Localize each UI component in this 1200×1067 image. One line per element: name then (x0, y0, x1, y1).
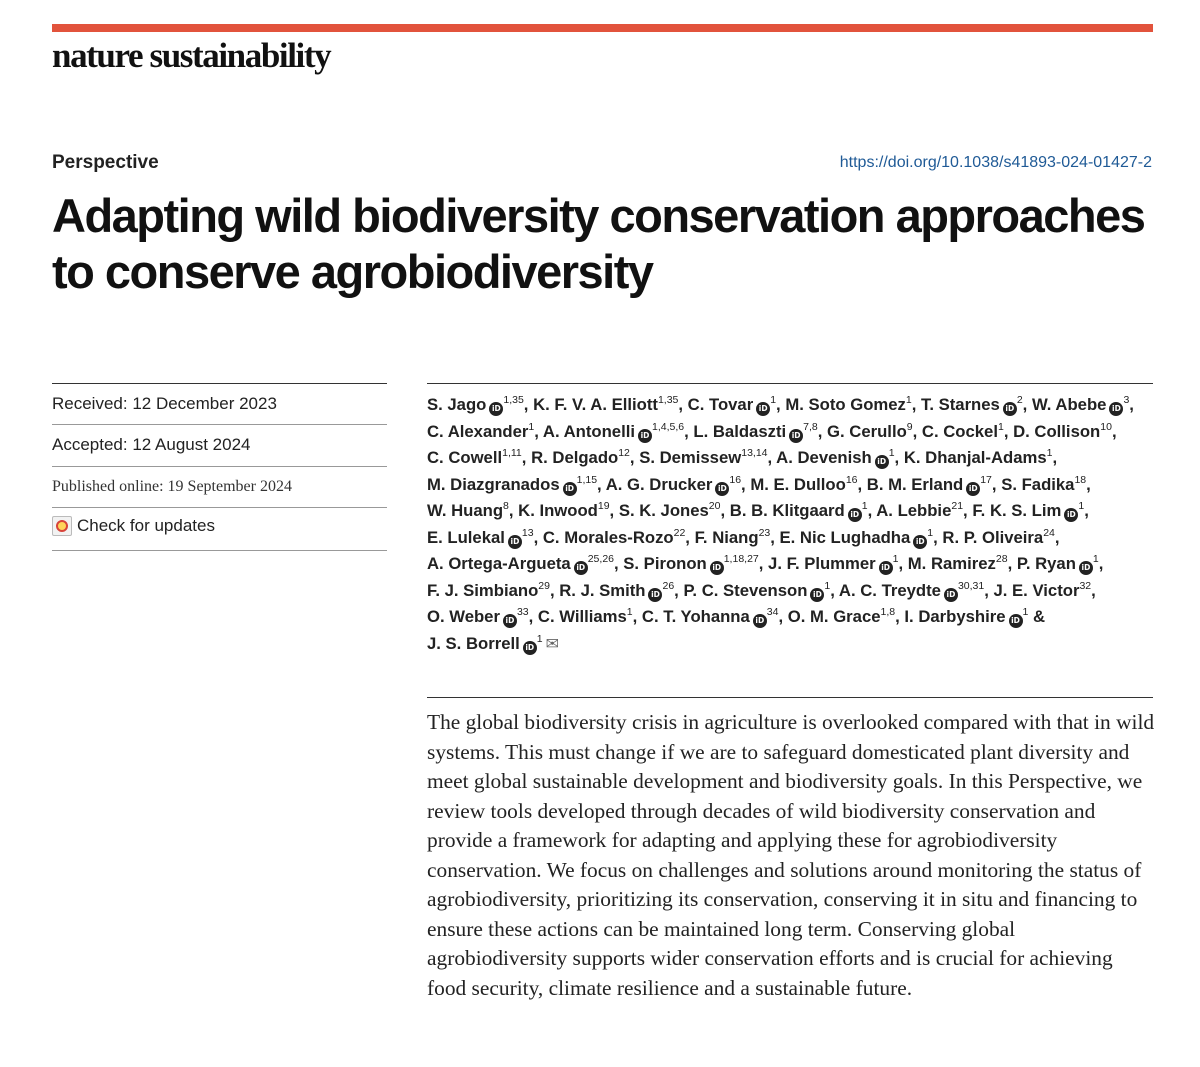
author-name[interactable]: M. Ramirez (907, 554, 996, 573)
author-affiliation: 1,18,27 (723, 553, 759, 565)
author-name[interactable]: K. Inwood (518, 501, 598, 520)
author-affiliation: 8 (503, 500, 509, 512)
author-name[interactable]: J. F. Plummer (768, 554, 876, 573)
author-affiliation: 16 (845, 473, 858, 486)
author-affiliation: 1,35 (503, 394, 524, 406)
email-icon[interactable]: ✉ (545, 635, 559, 653)
author-name[interactable]: A. G. Drucker (605, 474, 713, 494)
orcid-icon[interactable]: iD (523, 641, 537, 655)
author-affiliation: 9 (906, 420, 913, 433)
author-name[interactable]: A. Lebbie (876, 501, 952, 520)
orcid-icon[interactable]: iD (1064, 508, 1078, 522)
orcid-icon[interactable]: iD (563, 482, 577, 496)
author-affiliation: 1 (888, 447, 895, 459)
author-name[interactable]: F. Niang (694, 527, 759, 547)
orcid-icon[interactable]: iD (966, 482, 980, 496)
author-name[interactable]: K. Dhanjal-Adams (903, 448, 1047, 467)
doi-link[interactable]: https://doi.org/10.1038/s41893-024-01427-2 (839, 154, 1152, 171)
author (994, 581, 1092, 600)
author (518, 501, 609, 520)
author-name[interactable]: O. Weber (427, 607, 500, 626)
journal-accent-bar (52, 24, 1153, 32)
author-affiliation: 20 (708, 500, 721, 512)
author-name[interactable]: P. C. Stevenson (683, 580, 808, 600)
author-name[interactable]: S. Fadika (1001, 474, 1075, 494)
author (908, 554, 1008, 573)
author-name[interactable]: C. Morales-Rozo (542, 527, 674, 547)
meta-divider (52, 466, 387, 467)
orcid-icon[interactable]: iD (508, 535, 522, 549)
author-affiliation: 23 (758, 526, 771, 539)
author-name[interactable]: W. Huang (427, 501, 504, 520)
author-name[interactable]: W. Abebe (1031, 395, 1107, 414)
author (1013, 422, 1112, 441)
author-name[interactable]: G. Cerullo (827, 421, 907, 441)
author-name[interactable]: M. Diazgranados (427, 474, 560, 494)
check-updates-label: Check for updates (77, 516, 215, 535)
author-affiliation: 21 (951, 500, 964, 512)
author-affiliation: 1 (905, 394, 912, 406)
author-affiliation: 1 (1078, 500, 1085, 512)
author (750, 475, 857, 494)
article-type: Perspective (52, 152, 159, 173)
author-name[interactable]: A. Antonelli (542, 421, 635, 441)
author-affiliation: 1 (536, 632, 543, 645)
article-title: Adapting wild biodiversity conservation approaches to conserve agrobiodiversity (52, 189, 1145, 298)
author-affiliation: 1,35 (657, 394, 679, 406)
author-affiliation: 1 (528, 420, 535, 433)
orcid-icon[interactable]: iD (503, 614, 517, 628)
author-affiliation: 1 (927, 526, 934, 539)
author-name[interactable]: S. Pironon (623, 554, 707, 573)
author-name[interactable]: L. Baldaszti (693, 421, 787, 441)
author-affiliation: 19 (597, 500, 610, 512)
author (839, 581, 984, 600)
author-name[interactable]: A. C. Treydte (838, 580, 941, 600)
author (543, 422, 684, 441)
author (427, 581, 550, 600)
author (427, 607, 529, 626)
author-name[interactable]: I. Darbyshire (904, 607, 1006, 626)
author-name[interactable]: S. K. Jones (618, 501, 709, 520)
author (427, 634, 559, 653)
author-affiliation: 13,14 (741, 447, 768, 459)
author (827, 422, 913, 441)
author-name[interactable]: E. Nic Lughadha (779, 527, 911, 547)
author-affiliation: 33 (516, 606, 529, 618)
author-name[interactable]: C. T. Yohanna (641, 607, 750, 626)
author (904, 448, 1053, 467)
abstract-top-divider (427, 697, 1153, 698)
author (559, 581, 674, 600)
author-affiliation: 29 (538, 579, 550, 592)
orcid-icon[interactable]: iD (913, 535, 927, 549)
author-affiliation: 1,8 (880, 606, 896, 618)
orcid-icon[interactable]: iD (875, 455, 889, 469)
author-name[interactable]: F. J. Simbiano (427, 580, 539, 600)
author-list: S. Jago iD$^{1,35}$, K. F. V. A. Elliott$^{1,35}$, C. Tovar $iD^1$, M. Soto Gomez$^1$, T. Starnes $iD^2$, W. Abebe $iD^3$, C. Alexander$^1$, A. Antonelli iD$^{1,4,5,6}$, L. Baldaszti iD$^{7,8}$, G. Cerullo$^9$, C. Cockel$^1$, D. Collison$^{10}$, C. Cowell$^{1,11}$, R. Delgado$^{12}$, S. Demissew$^{13,14}$, A. Devenish $iD^1$, K. Dhanjal-Adams$^1$, M. Diazgranados iD$^{1,15}$, A. G. Drucker $iD^{16}$, M. E. Dulloo$^{16}$, B. M. Erland $iD^{17}$, S. Fadika$^{18}$, W. Huang$^8$, K. Inwood$^{19}$, S. K. Jones$^{20}$, B. B. Klitgaard $iD^1$, A. Lebbie$^{21}$, F. K. S. Lim $iD^1$, E. Lulekal $iD^{13}$, C. Morales-Rozo$^{22}$, F. Niang$^{23}$, E. Nic Lughadha $iD^1$, R. P. Oliveira$^{24}$, A. Ortega-Argueta iD$^{25,26}$, S. Pironon iD$^{1,18,27}$, J. F. Plummer $iD^1$, M. Ramirez$^{28}$, P. Ryan $iD^1$, F. J. Simbiano$^{29}$, R. J. Smith $iD^{26}$, P. C. Stevenson $iD^1$, A. C. Treydte iD$^{30,31}$, J. E. Victor$^{32}$, O. Weber $iD^{33}$, C. Williams$^1$, C. T. Yohanna $iD^{34}$, O. M. Grace$^{1,8}$, I. Darbyshire $iD^1$ & J. S. Borrell $iD^1$ ✉ (427, 392, 1153, 658)
author-affiliation: 13 (521, 526, 534, 539)
received-date: Received: 12 December 2023 (52, 394, 277, 413)
meta-divider (52, 507, 387, 508)
author-affiliation: 1 (626, 606, 633, 618)
journal-name: nature sustainability (52, 36, 331, 75)
author-name[interactable]: B. M. Erland (866, 474, 964, 494)
author (688, 395, 776, 414)
author (531, 448, 630, 467)
author (639, 448, 767, 467)
orcid-icon[interactable]: iD (848, 508, 862, 522)
orcid-icon[interactable]: iD (574, 561, 588, 575)
orcid-icon[interactable]: iD (810, 588, 824, 602)
author (427, 448, 522, 467)
author (1032, 395, 1129, 414)
orcid-icon[interactable]: iD (753, 614, 767, 628)
author-affiliation: 1,11 (502, 447, 522, 459)
author-affiliation: 1 (824, 579, 831, 592)
author (1001, 475, 1086, 494)
author (904, 607, 1028, 626)
orcid-icon[interactable]: iD (756, 402, 770, 416)
author-affiliation: 30,31 (957, 579, 985, 592)
author-name[interactable]: C. Cockel (921, 421, 998, 441)
author-affiliation: 12 (618, 447, 630, 459)
author-affiliation: 3 (1123, 394, 1130, 406)
author-affiliation: 10 (1100, 420, 1112, 433)
author-name[interactable]: R. P. Oliveira (942, 527, 1044, 547)
author (776, 448, 894, 467)
author-name[interactable]: C. Alexander (427, 421, 529, 441)
author-name[interactable]: A. Devenish (776, 448, 872, 467)
author-name[interactable]: M. E. Dulloo (750, 474, 846, 494)
author (788, 607, 895, 626)
author (427, 475, 597, 494)
author (427, 422, 534, 441)
author-name[interactable]: D. Collison (1013, 421, 1101, 441)
author-name[interactable]: E. Lulekal (427, 527, 505, 547)
author-name[interactable]: O. M. Grace (787, 607, 881, 626)
orcid-icon[interactable]: iD (715, 482, 729, 496)
authors-top-divider (427, 383, 1153, 384)
author (785, 395, 911, 414)
author (972, 501, 1084, 520)
author-name[interactable]: B. B. Klitgaard (729, 501, 845, 520)
author (942, 528, 1055, 547)
orcid-icon[interactable]: iD (638, 429, 652, 443)
author-affiliation: 22 (673, 526, 686, 539)
author (619, 501, 721, 520)
author (427, 554, 614, 573)
author-affiliation: 1,15 (576, 473, 598, 486)
author-name[interactable]: S. Jago (427, 395, 487, 414)
author (543, 528, 685, 547)
author-affiliation: 1 (1092, 553, 1099, 565)
author (427, 528, 534, 547)
author-name[interactable]: R. Delgado (531, 448, 619, 467)
author-affiliation: 2 (1016, 394, 1023, 406)
author-affiliation: 18 (1074, 473, 1087, 486)
author-affiliation: 7,8 (803, 420, 818, 433)
author-affiliation: 1 (1022, 606, 1029, 618)
author-affiliation: 26 (662, 579, 675, 592)
author (533, 395, 678, 414)
author-affiliation: 32 (1079, 579, 1092, 592)
author-affiliation: 1 (997, 420, 1004, 433)
author-name[interactable]: K. F. V. A. Elliott (533, 395, 658, 414)
author-affiliation: 1 (770, 394, 777, 406)
orcid-icon[interactable]: iD (710, 561, 724, 575)
author-name[interactable]: C. Tovar (687, 395, 754, 414)
orcid-icon[interactable]: iD (648, 588, 662, 602)
orcid-icon[interactable]: iD (789, 429, 803, 443)
author-affiliation: 28 (995, 553, 1008, 565)
author-name[interactable]: P. Ryan (1016, 554, 1076, 573)
author (768, 554, 898, 573)
author-affiliation: 34 (766, 606, 779, 618)
orcid-icon[interactable]: iD (1079, 561, 1093, 575)
author (1017, 554, 1099, 573)
author (427, 395, 524, 414)
author-affiliation: 1 (861, 500, 868, 512)
abstract: The global biodiversity crisis in agriculture is overlooked compared with that in wild systems. This must change if we are to safeguard domesticated plant diversity and meet global sustainable development and biodiversity goals. In this Perspective, we review tools developed through decades of wild biodiversity conservation and provide a framework for adapting and applying these for agrobiodiversity conservation. We focus on challenges and solutions around monitoring the status of agrobiodiversity, prioritizing its conservation, conserving it in situ and financing to ensure these actions can be maintained long term. Conserving global agrobiodiversity supports wider conservation efforts and is crucial for achieving food security, climate resilience and a sustainable future. (427, 710, 1155, 1000)
author-affiliation: 16 (729, 473, 742, 486)
author-affiliation: 17 (980, 473, 992, 486)
author (867, 475, 992, 494)
author (693, 422, 817, 441)
author (427, 501, 509, 520)
orcid-icon[interactable]: iD (944, 588, 958, 602)
author-name[interactable]: J. S. Borrell (427, 633, 520, 653)
author-name[interactable]: S. Demissew (639, 448, 742, 467)
meta-divider (52, 424, 387, 425)
published-date: Published online: 19 September 2024 (52, 478, 292, 495)
orcid-icon[interactable]: iD (879, 561, 893, 575)
author (780, 528, 934, 547)
author (922, 422, 1004, 441)
author-affiliation: 1,4,5,6 (652, 420, 685, 433)
author-affiliation: 24 (1043, 526, 1055, 539)
accepted-date: Accepted: 12 August 2024 (52, 435, 251, 454)
author-name[interactable]: T. Starnes (920, 395, 1000, 414)
author-name[interactable]: C. Cowell (427, 448, 503, 467)
author (730, 501, 868, 520)
author (876, 501, 963, 520)
author (921, 395, 1023, 414)
author-affiliation: 1 (892, 553, 899, 565)
orcid-icon[interactable]: iD (489, 402, 503, 416)
meta-bottom-divider (52, 550, 387, 551)
author-name[interactable]: F. K. S. Lim (972, 501, 1062, 520)
author (623, 554, 758, 573)
author (642, 607, 779, 626)
check-updates-button[interactable] (52, 516, 215, 536)
orcid-icon[interactable]: iD (1003, 402, 1017, 416)
author-affiliation: 25,26 (587, 553, 614, 565)
orcid-icon[interactable]: iD (1009, 614, 1023, 628)
author (538, 607, 633, 626)
author (606, 475, 741, 494)
author (695, 528, 771, 547)
author-name[interactable]: J. E. Victor (993, 580, 1080, 600)
author-affiliation: 1 (1046, 447, 1053, 459)
crossmark-icon (52, 516, 72, 536)
author (683, 581, 830, 600)
orcid-icon[interactable]: iD (1109, 402, 1123, 416)
meta-top-divider (52, 383, 387, 384)
author-name[interactable]: M. Soto Gomez (785, 395, 906, 414)
author-name[interactable]: C. Williams (537, 607, 627, 626)
author-name[interactable]: A. Ortega-Argueta (427, 554, 571, 573)
author-name[interactable]: R. J. Smith (559, 580, 646, 600)
